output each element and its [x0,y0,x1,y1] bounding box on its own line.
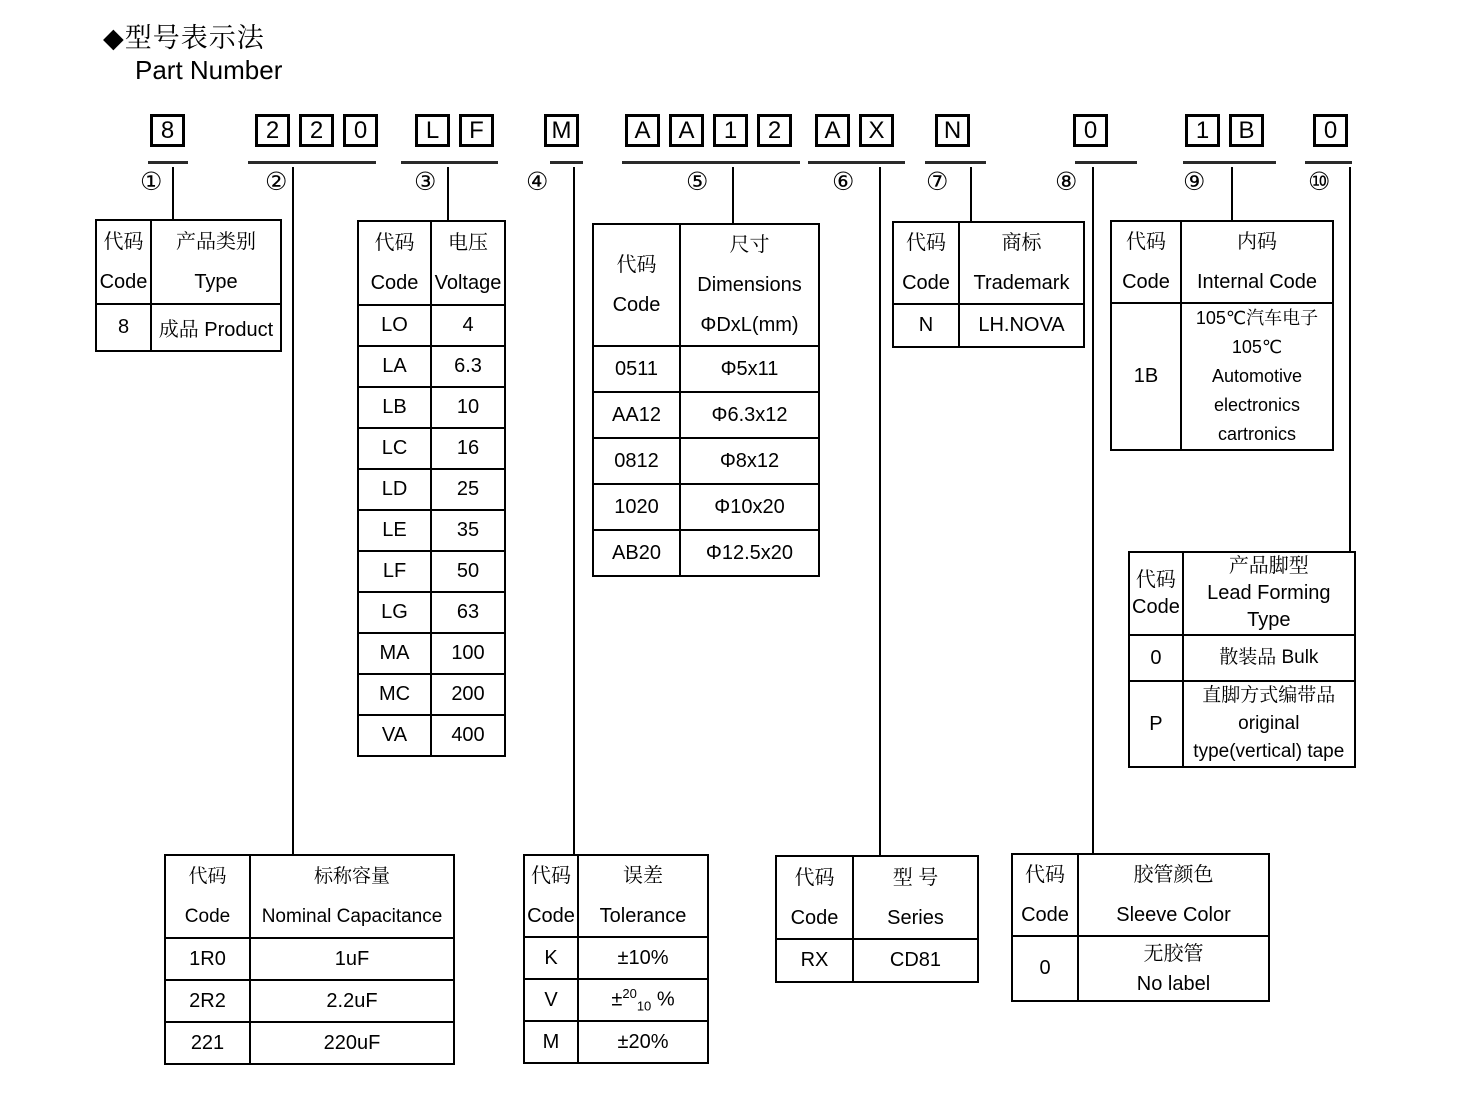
value-cell: 200 [431,674,505,715]
value-cell: 63 [431,592,505,633]
header-type: 产品类别 Type [151,220,281,304]
dimensions-table [592,223,820,577]
connector-3 [447,167,449,220]
connector-1 [172,167,174,219]
table-row [358,305,505,346]
part-number-char-box: 1 [713,114,748,147]
value-cell: 100 [431,633,505,674]
code-cell: LD [358,469,431,510]
code-cell: 0812 [593,438,680,484]
code-cell: AB20 [593,530,680,576]
table-row [1111,303,1333,450]
code-cell: AA12 [593,392,680,438]
value-line: type(vertical) tape [1193,741,1345,762]
index-4: ④ [526,168,549,196]
header-code: 代码 Code [893,222,959,304]
value-line: 散装品 Bulk [1219,647,1319,668]
underline-6 [808,161,905,164]
underline-5 [622,161,800,164]
code-cell: 0 [1129,635,1183,681]
code-cell: LG [358,592,431,633]
code-cell: 1B [1111,303,1181,450]
pn-group-5 [625,114,792,147]
connector-4 [573,167,575,854]
header-code: 代码 Code [1129,552,1183,635]
table-row [776,939,978,982]
index-10: ⑩ [1308,168,1331,196]
header-sleeve-color: 胶管颜色 Sleeve Color [1078,854,1269,936]
part-number-char-box: 2 [255,114,290,147]
header-trademark: 商标 Trademark [959,222,1084,304]
code-cell: LE [358,510,431,551]
table-row [358,428,505,469]
table-header-row [593,224,819,346]
value-cell: 220uF [250,1022,454,1064]
pn-group-1 [150,114,185,147]
part-number-char-box: 0 [1313,114,1348,147]
page-title-en: Part Number [135,55,283,85]
value-line: 105℃ [1231,337,1283,357]
value-cell: 成品 Product [151,304,281,351]
table-row [1129,681,1355,767]
header-lead-forming: 产品脚型 Lead Forming Type [1183,552,1355,635]
header-code: 代码 Code [1012,854,1078,936]
part-number-char-box: 2 [757,114,792,147]
value-line: original [1238,713,1300,734]
table-header-row [776,856,978,939]
underline-8 [1075,161,1137,164]
underline-1 [148,161,188,164]
table-row [165,938,454,980]
underline-9 [1183,161,1276,164]
table-row [358,674,505,715]
part-number-char-box: 1 [1185,114,1220,147]
underline-2 [248,161,376,164]
index-8: ⑧ [1055,168,1078,196]
code-cell: 2R2 [165,980,250,1022]
value-cell: ±$^{20}_{10}$ % [578,979,708,1021]
connector-5 [732,167,734,223]
header-code: 代码 Code [96,220,151,304]
table-row [1012,936,1269,1001]
pn-group-8 [1073,114,1108,147]
table-row [358,715,505,756]
table-row [358,592,505,633]
table-row [358,510,505,551]
part-number-char-box: N [935,114,970,147]
part-number-char-box: X [859,114,894,147]
code-cell: RX [776,939,853,982]
value-cell: 400 [431,715,505,756]
code-cell: LF [358,551,431,592]
table-header-row [524,855,708,937]
part-number-char-box: F [459,114,494,147]
value-line: electronics [1213,395,1301,415]
part-number-char-box: A [625,114,660,147]
value-cell: Φ6.3x12 [680,392,819,438]
code-cell: M [524,1021,578,1063]
code-cell: MC [358,674,431,715]
value-cell [1183,681,1355,767]
value-cell: Φ10x20 [680,484,819,530]
part-number-char-box: B [1229,114,1264,147]
code-cell: MA [358,633,431,674]
index-9: ⑨ [1183,168,1206,196]
table-row [524,937,708,979]
pn-group-7 [935,114,970,147]
table-header-row [165,855,454,938]
code-cell: P [1129,681,1183,767]
capacitance-table [164,854,455,1065]
value-line: 直脚方式编带品 [1202,685,1336,706]
value-cell: Φ8x12 [680,438,819,484]
voltage-table [357,220,506,757]
table-header-row [358,221,505,305]
table-row [358,633,505,674]
code-cell: VA [358,715,431,756]
table-row [358,469,505,510]
value-cell: 10 [431,387,505,428]
lead-forming-table [1128,551,1356,768]
value-cell [1183,635,1355,681]
table-row [593,346,819,392]
part-number-char-box: L [415,114,450,147]
part-number-char-box: A [669,114,704,147]
value-line: 无胶管 [1143,942,1204,965]
index-5: ⑤ [686,168,709,196]
header-code: 代码 Code [776,856,853,939]
connector-9 [1231,167,1233,220]
code-cell: 0 [1012,936,1078,1001]
pn-group-2 [255,114,378,147]
table-row [1129,635,1355,681]
value-cell: 16 [431,428,505,469]
value-cell: 35 [431,510,505,551]
index-2: ② [265,168,288,196]
code-cell: 1R0 [165,938,250,980]
code-cell: K [524,937,578,979]
value-cell: ±20% [578,1021,708,1063]
value-line: Automotive [1211,366,1303,386]
underline-3 [401,161,498,164]
table-row [593,530,819,576]
table-row [593,392,819,438]
header-voltage: 电压 Voltage [431,221,505,305]
index-1: ① [140,168,163,196]
table-row [893,304,1084,347]
pn-group-3 [415,114,494,147]
header-code: 代码 Code [165,855,250,938]
code-cell: LC [358,428,431,469]
table-header-row [1111,221,1333,303]
value-line: 105℃汽车电子 [1195,308,1319,328]
table-row [524,1021,708,1063]
connector-2 [292,167,294,854]
underline-7 [925,161,986,164]
connector-10 [1349,167,1351,551]
value-cell: 6.3 [431,346,505,387]
table-row [96,304,281,351]
underline-4 [550,161,583,164]
underline-10 [1305,161,1352,164]
part-number-char-box: 0 [343,114,378,147]
value-line: cartronics [1217,424,1297,444]
header-tolerance: 误差 Tolerance [578,855,708,937]
index-7: ⑦ [926,168,949,196]
series-table [775,855,979,983]
value-cell: 2.2uF [250,980,454,1022]
internal-code-table [1110,220,1334,451]
code-cell: LB [358,387,431,428]
value-line: No label [1136,972,1211,995]
header-series: 型 号 Series [853,856,978,939]
header-code: 代码 Code [593,224,680,346]
part-number-char-box: 2 [299,114,334,147]
code-cell: 0511 [593,346,680,392]
header-internal-code: 内码 Internal Code [1181,221,1333,303]
code-cell: 8 [96,304,151,351]
table-row [524,979,708,1021]
value-cell: 25 [431,469,505,510]
part-number-char-box: 8 [150,114,185,147]
value-cell: 4 [431,305,505,346]
sleeve-color-table [1011,853,1270,1002]
header-code: 代码 Code [1111,221,1181,303]
value-cell: CD81 [853,939,978,982]
table-row [358,387,505,428]
value-cell: Φ5x11 [680,346,819,392]
index-6: ⑥ [832,168,855,196]
connector-6 [879,167,881,855]
value-cell: 50 [431,551,505,592]
pn-group-9 [1185,114,1264,147]
pn-group-4 [544,114,579,147]
header-code: 代码 Code [358,221,431,305]
part-number-char-box: A [815,114,850,147]
table-header-row [1012,854,1269,936]
header-dimensions: 尺寸 Dimensions ΦDxL(mm) [680,224,819,346]
value-cell: 1uF [250,938,454,980]
code-cell: 1020 [593,484,680,530]
connector-8 [1092,167,1094,853]
pn-group-10 [1313,114,1348,147]
value-cell: Φ12.5x20 [680,530,819,576]
code-cell: LO [358,305,431,346]
trademark-table [892,221,1085,348]
code-cell: 221 [165,1022,250,1064]
header-code: 代码 Code [524,855,578,937]
table-row [358,551,505,592]
value-cell [1181,303,1333,450]
table-row [358,346,505,387]
part-number-char-box: 0 [1073,114,1108,147]
code-cell: V [524,979,578,1021]
code-cell: LA [358,346,431,387]
table-row [593,438,819,484]
pn-group-6 [815,114,894,147]
table-header-row [893,222,1084,304]
value-cell [1078,936,1269,1001]
table-row [165,980,454,1022]
connector-7 [970,167,972,221]
value-cell: LH.NOVA [959,304,1084,347]
table-row [593,484,819,530]
code-cell: N [893,304,959,347]
index-3: ③ [414,168,437,196]
table-header-row [1129,552,1355,635]
header-capacitance: 标称容量 Nominal Capacitance [250,855,454,938]
table-header-row [96,220,281,304]
value-cell: ±10% [578,937,708,979]
page-title-zh: ◆型号表示法 [103,23,265,53]
type-table [95,219,282,352]
table-row [165,1022,454,1064]
tolerance-table [523,854,709,1064]
part-number-char-box: M [544,114,579,147]
